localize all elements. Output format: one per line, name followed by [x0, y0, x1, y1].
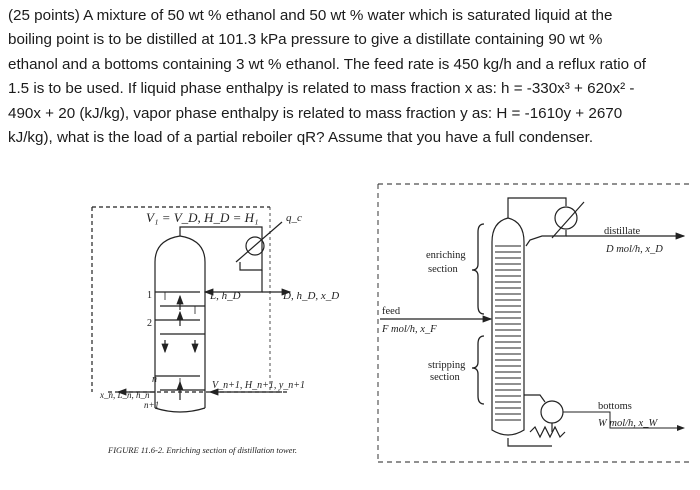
tray-1-label: 1 — [147, 290, 152, 301]
problem-line-5: 490x + 20 (kJ/kg), vapor phase enthalpy is related to mass fraction y as: H = -1610y + 2670 — [8, 104, 623, 122]
stripping-label-1: stripping — [428, 360, 466, 371]
top-vapor-label: V₁ = V_D, H_D = H₁ — [146, 210, 259, 225]
problem-line-1: (25 points) A mixture of 50 wt % ethanol and 50 wt % water which is saturated liquid at the — [8, 7, 613, 24]
vapor-in-label: V_n+1, H_n+1, y_n+1 — [212, 380, 306, 391]
condenser-duty-label: q_c — [286, 212, 302, 224]
bottoms-title: bottoms — [598, 401, 632, 412]
reflux-label: L, h_D — [210, 290, 241, 302]
problem-line-6: kJ/kg), what is the load of a partial reboiler qR? Assume that you have a full condenser. — [8, 129, 594, 147]
enriching-label-2: section — [428, 264, 458, 275]
stripping-label-2: section — [430, 372, 460, 383]
problem-line-4: 1.5 is to be used. If liquid phase enthalpy is related to mass fraction x as: h = -330x³ + 620x² - — [8, 80, 635, 98]
distillate-flow: D mol/h, x_D — [606, 244, 663, 255]
liquid-out-label: x_n, L_n, h_n — [100, 390, 150, 400]
tray-2-label: 2 — [147, 318, 152, 329]
feed-flow: F mol/h, x_F — [382, 324, 437, 335]
enriching-label-1: enriching — [426, 250, 466, 261]
problem-line-3: ethanol and a bottoms containing 3 wt % ethanol. The feed rate is 450 kg/h and a reflux ratio of — [8, 55, 647, 73]
feed-title: feed — [382, 306, 401, 317]
tray-n1-label: n+1 — [144, 400, 160, 410]
distillate-label: D, h_D, x_D — [283, 290, 340, 302]
distillate-title: distillate — [604, 226, 641, 237]
tray-n-label: n — [152, 374, 157, 385]
figure-caption: FIGURE 11.6-2. Enriching section of distillation tower. — [108, 445, 297, 455]
problem-line-2: boiling point is to be distilled at 101.3 kPa pressure to give a distillate containing 90 wt % — [8, 31, 603, 49]
bottoms-flow: W mol/h, x_W — [598, 418, 658, 429]
